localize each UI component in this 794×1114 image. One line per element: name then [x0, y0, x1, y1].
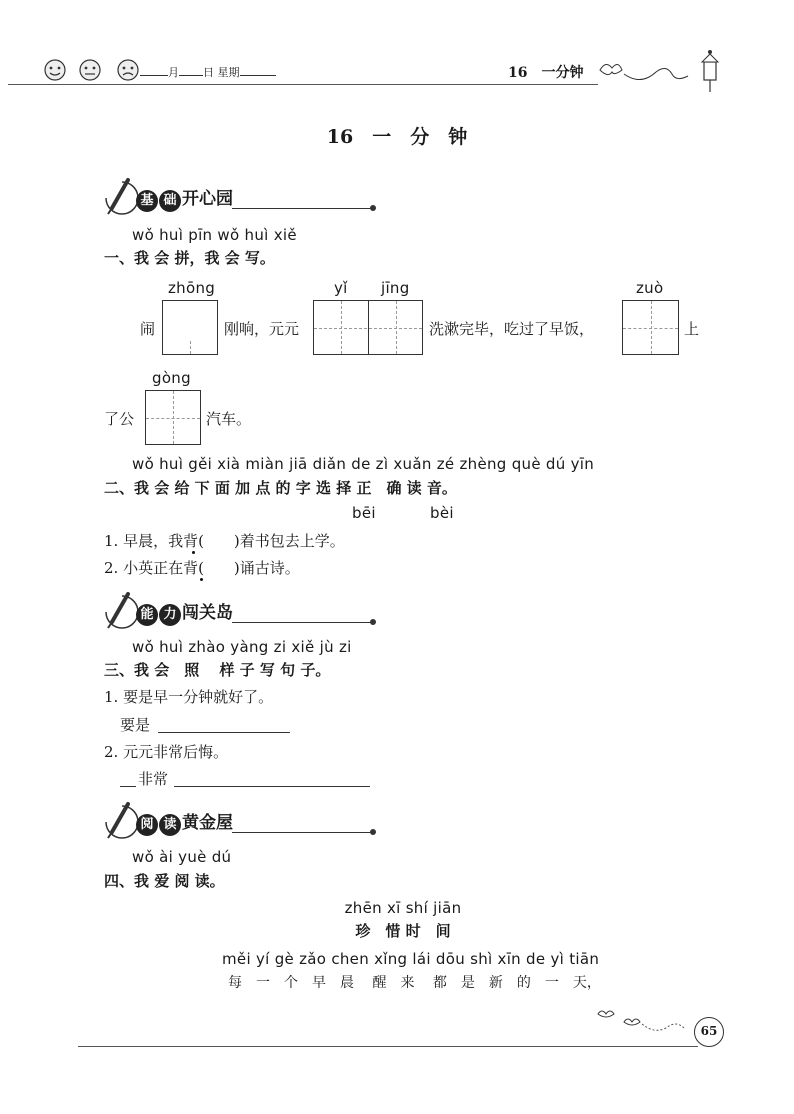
q3-label: 三、我 会 照 样 子 写 句 子。	[104, 661, 331, 679]
q4-pinyin: wǒ ài yuè dú	[132, 848, 232, 866]
emphasis-dot-2	[200, 578, 203, 581]
badge-char-2: 力	[159, 604, 181, 626]
writing-box-yijing[interactable]	[313, 300, 423, 355]
smiley-faces-icon	[42, 56, 142, 84]
pinyin-zhong: zhōng	[168, 279, 216, 297]
page-title: 16 一 分 钟	[326, 126, 468, 148]
q1-text-5: 了公	[104, 410, 135, 428]
writing-box-zhong[interactable]	[162, 300, 218, 355]
q2-sentence-1[interactable]: 1. 早晨，我背( )着书包去上学。	[104, 532, 345, 550]
section-title-text: 开心园	[182, 189, 233, 209]
badge-char-1: 基	[136, 190, 158, 212]
q1-label: 一、我 会 拼，我 会 写。	[104, 249, 275, 267]
poem-line-1-pinyin: měi yí gè zǎo chen xǐng lái dōu shì xīn de yì tiān	[222, 950, 600, 968]
poem-title: 珍 惜 时 间	[355, 922, 451, 940]
pinyin-zuo: zuò	[636, 279, 664, 297]
pinyin-gong: gòng	[152, 369, 191, 387]
q4-label: 四、我 爱 阅 读。	[104, 872, 225, 890]
birds-trail-icon	[594, 1004, 694, 1040]
q1-text-1: 闹	[140, 320, 156, 338]
q1-text-6: 汽车。	[206, 410, 252, 428]
q3-sentence-2: 2. 元元非常后悔。	[104, 743, 229, 761]
footer-decoration	[594, 1004, 694, 1040]
answer-line-2[interactable]	[174, 786, 370, 787]
pinyin-yi: yǐ	[334, 279, 348, 297]
answer-blank-subject[interactable]	[120, 786, 136, 787]
section-header-reading	[102, 802, 382, 842]
section-header-basics	[102, 178, 382, 218]
q1-pinyin: wǒ huì pīn wǒ huì xiě	[132, 226, 297, 244]
option-bei1: bēi	[352, 504, 376, 522]
section-rule	[232, 208, 372, 209]
answer-line-1[interactable]	[158, 732, 290, 733]
badge-char-1: 阅	[136, 814, 158, 836]
section-title-text: 黄金屋	[182, 813, 233, 833]
emphasis-dot-1	[192, 551, 195, 554]
q2-label: 二、我 会 给 下 面 加 点 的 字 选 择 正 确 读 音。	[104, 479, 457, 497]
writing-box-gong[interactable]	[145, 390, 201, 445]
q1-text-3: 洗漱完毕，吃过了早饭，	[429, 320, 595, 338]
pinyin-jing: jīng	[381, 279, 410, 297]
q3-pinyin: wǒ huì zhào yàng zi xiě jù zi	[132, 638, 352, 656]
butterfly-lamp-icon	[596, 46, 726, 94]
header-lesson: 16 一分钟	[508, 65, 584, 81]
header-date	[140, 64, 276, 80]
q3-sentence-1: 1. 要是早一分钟就好了。	[104, 688, 274, 706]
rule-end-dot	[370, 829, 376, 835]
rule-end-dot	[370, 619, 376, 625]
badge-char-2: 础	[159, 190, 181, 212]
poem-line-1: 每 一 个 早 晨 醒 来 都 是 新 的 一 天，	[228, 975, 601, 991]
header-decoration	[596, 46, 726, 94]
header-faces	[42, 56, 142, 84]
section-title-text: 闯关岛	[182, 603, 233, 623]
option-bei4: bèi	[430, 504, 454, 522]
date-month: 月	[168, 66, 179, 79]
writing-box-zuo[interactable]	[622, 300, 679, 355]
poem-title-pinyin: zhēn xī shí jiān	[344, 899, 462, 917]
q1-text-4: 上	[684, 320, 700, 338]
brush-icon	[102, 178, 138, 218]
date-day: 日	[203, 66, 214, 79]
brush-icon	[102, 802, 138, 842]
q2-pinyin: wǒ huì gěi xià miàn jiā diǎn de zì xuǎn zé zhèng què dú yīn	[132, 455, 595, 473]
page-number: 65	[700, 1024, 718, 1038]
badge-char-2: 读	[159, 814, 181, 836]
date-week: 星期	[217, 66, 240, 79]
q1-text-2: 刚响，元元	[224, 320, 300, 338]
q2-sentence-2[interactable]: 2. 小英正在背( )诵古诗。	[104, 559, 300, 577]
section-rule	[232, 832, 372, 833]
section-header-ability	[102, 592, 382, 632]
rule-end-dot	[370, 205, 376, 211]
brush-icon	[102, 592, 138, 632]
section-rule	[232, 622, 372, 623]
header-rule	[8, 84, 598, 85]
footer-rule	[78, 1046, 698, 1047]
badge-char-1: 能	[136, 604, 158, 626]
q3-fill-2-word: 非常	[138, 770, 169, 788]
q3-fill-1-prefix: 要是	[120, 716, 151, 734]
